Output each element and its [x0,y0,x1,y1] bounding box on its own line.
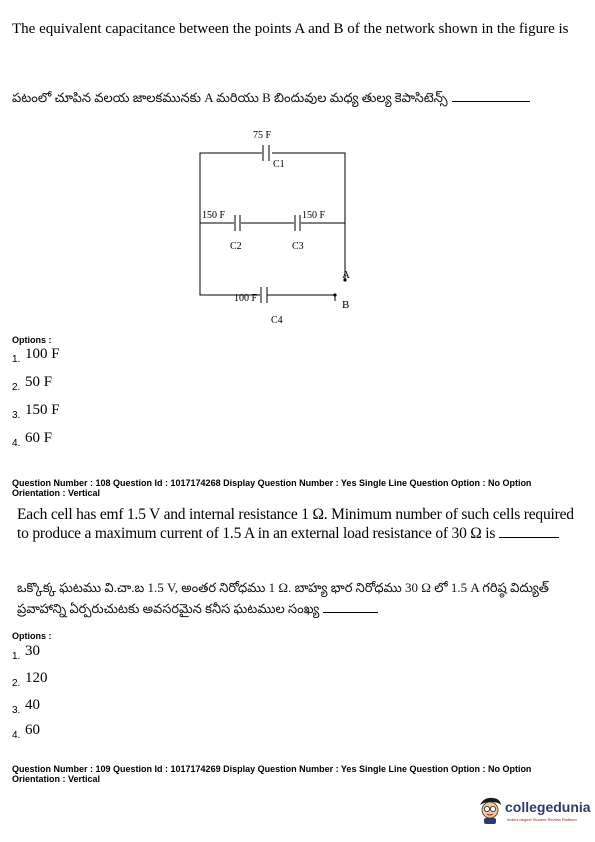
question-108-en-line: Each cell has emf 1.5 V and internal resistance 1 Ω. Minimum number of such cells required to produce a maximum current of 1.5 A in an external load resistance of 30 Ω is [17,506,574,542]
option-number: 3. [12,410,21,421]
logo-tagline: India's largest Student Review Platform [507,817,577,822]
option-text: 60 [25,722,40,738]
option-number: 4. [12,438,21,449]
option-text: 100 F [25,346,60,362]
option-row [12,374,53,395]
mascot-icon [476,795,504,825]
c3-value: 150 F [302,210,326,221]
logo-wordmark: collegedunia [505,799,591,815]
c1-value: 75 F [253,130,272,141]
wire-left [200,153,262,295]
option-number: 2. [12,678,21,689]
c4-label: C4 [271,315,283,326]
c4-value: 100 F [234,293,258,304]
question-108-te-line: ఒక్కొక్క ఘటము వి.చా.బ 1.5 V, అంతర నిరోధము 1 Ω. బాహ్య భార నిరోధము 30 Ω లో 1.5 A గరిష్ఠ విద్యుత్ ప్రవాహాన్ని ఏర్పరుచుటకు అవసరమైన కనీస ఘటముల సంఖ్య [17,580,549,616]
question-metadata [12,764,582,784]
c3-label: C3 [292,241,304,252]
question-metadata [12,478,582,498]
option-text: 50 F [25,374,53,390]
point-a-label: A [342,269,350,281]
option-number: 3. [12,705,21,716]
option-text: 30 [25,643,40,659]
option-text: 150 F [25,402,60,418]
option-number: 2. [12,382,21,393]
options-heading: Options : [12,335,52,345]
option-row [12,643,40,664]
metadata-line: Question Number : 108 Question Id : 1017174268 Display Question Number : Yes Single Line Question Option : No Option [12,478,532,488]
point-b-label: B [342,299,350,311]
collegedunia-logo [476,795,591,829]
metadata-line: Question Number : 109 Question Id : 1017174269 Display Question Number : Yes Single Line Question Option : No Option [12,764,532,774]
option-row [12,697,40,718]
option-number: 1. [12,354,21,365]
options-heading: Options : [12,631,52,641]
answer-blank [499,527,559,538]
answer-blank [452,91,530,102]
answer-blank [323,602,378,613]
question-108-text-te [17,577,582,619]
option-row [12,402,60,423]
terminal-b-dot [333,293,336,296]
option-row [12,346,60,367]
option-number: 4. [12,730,21,741]
option-text: 60 F [25,430,53,446]
metadata-line: Orientation : Vertical [12,488,101,498]
capacitor-network-figure [190,125,370,330]
option-row [12,430,53,451]
option-row [12,722,40,743]
c1-label: C1 [273,159,285,170]
option-row [12,670,48,691]
option-text: 40 [25,697,40,713]
option-number: 1. [12,651,21,662]
metadata-line: Orientation : Vertical [12,774,101,784]
option-text: 120 [25,670,48,686]
question-107-text-en: The equivalent capacitance between the points A and B of the network shown in the figure is [12,21,569,37]
question-107-text-te [12,90,582,109]
question-108-text-en [17,505,582,543]
question-107-te-line: పటంలో చూపిన వలయ జాలకమునకు A మరియు B బిందువుల మధ్య తుల్య కెపాసిటెన్స్ [12,90,448,105]
c2-value: 150 F [202,210,226,221]
c2-label: C2 [230,241,242,252]
